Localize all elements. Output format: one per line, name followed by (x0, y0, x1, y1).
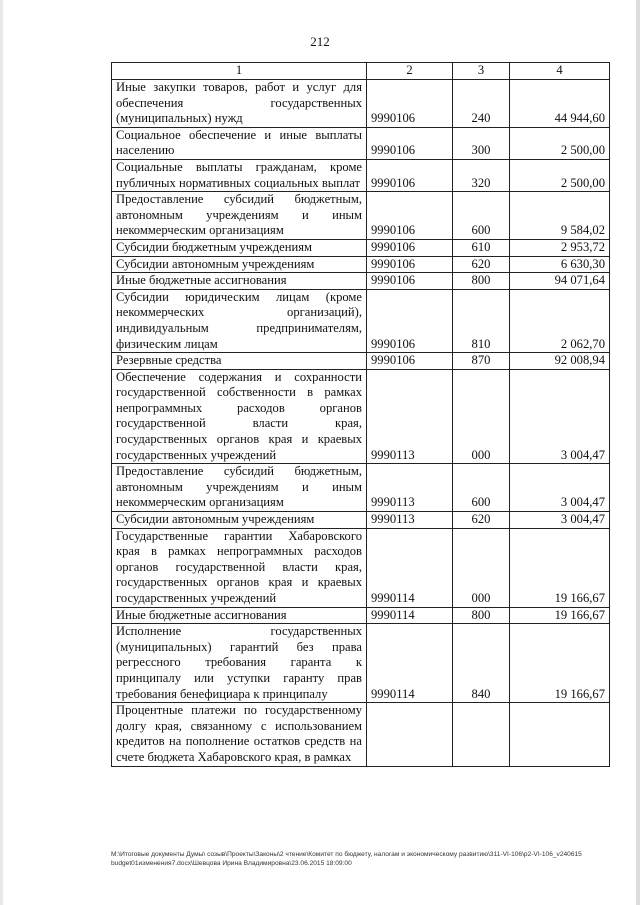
row-amount-cell: 2 062,70 (510, 289, 610, 352)
row-vr-cell: 600 (453, 192, 510, 240)
row-name-cell: Резервные средства (112, 353, 367, 370)
row-name-cell: Исполнение государственных (муниципальных) гарантий без права регрессного требования гаранта к принципалу или уступки гаранту прав требования бенефициара к принципалу (112, 624, 367, 703)
row-amount-cell: 44 944,60 (510, 80, 610, 128)
table-row (112, 353, 610, 370)
row-vr-cell (453, 703, 510, 766)
table-row (112, 464, 610, 512)
row-name-cell: Субсидии бюджетным учреждениям (112, 239, 367, 256)
page-number: 212 (310, 34, 330, 49)
row-vr-cell: 000 (453, 369, 510, 464)
table-row (112, 239, 610, 256)
row-amount-cell: 3 004,47 (510, 464, 610, 512)
row-code-cell: 9990106 (367, 273, 453, 290)
column-header-3: 3 (453, 63, 510, 80)
row-amount-cell: 92 008,94 (510, 353, 610, 370)
table-row (112, 256, 610, 273)
row-amount-cell: 94 071,64 (510, 273, 610, 290)
row-amount-cell: 3 004,47 (510, 512, 610, 529)
row-amount-cell: 19 166,67 (510, 624, 610, 703)
row-vr-cell: 620 (453, 256, 510, 273)
table-row (112, 273, 610, 290)
row-amount-cell: 19 166,67 (510, 607, 610, 624)
row-code-cell: 9990114 (367, 528, 453, 607)
row-vr-cell: 300 (453, 127, 510, 159)
column-header-1: 1 (112, 63, 367, 80)
table-row (112, 127, 610, 159)
row-name-cell: Государственные гарантии Хабаровского края в рамках непрограммных расходов органов государственной власти края, государственных органов края и краевых государственных учреждений (112, 528, 367, 607)
row-vr-cell: 610 (453, 239, 510, 256)
table-row (112, 703, 610, 766)
row-vr-cell: 800 (453, 607, 510, 624)
row-code-cell: 9990106 (367, 353, 453, 370)
table-row (112, 528, 610, 607)
row-name-cell: Субсидии автономным учреждениям (112, 512, 367, 529)
row-amount-cell: 9 584,02 (510, 192, 610, 240)
scan-edge-right (636, 0, 640, 905)
scan-edge-left (0, 0, 3, 905)
row-code-cell: 9990106 (367, 289, 453, 352)
row-name-cell: Субсидии юридическим лицам (кроме некоммерческих организаций), индивидуальным предпринимателям, физическим лицам (112, 289, 367, 352)
row-name-cell: Социальные выплаты гражданам, кроме публичных нормативных социальных выплат (112, 159, 367, 191)
table-row (112, 192, 610, 240)
row-code-cell: 9990114 (367, 624, 453, 703)
row-name-cell: Предоставление субсидий бюджетным, автономным учреждениям и иным некоммерческим организациям (112, 192, 367, 240)
document-footer-path: M:\Итоговые документы Думы\ созыв\Проекты\Законы\2 чтение\Комитет по бюджету, налогам и экономическому развитию\311-VI-106\p2-VI-106_v240615 budget01изменения7.docx\Шевцова Ирина Владимировна\23.06.2015 18:09:00 (111, 851, 582, 867)
row-vr-cell: 810 (453, 289, 510, 352)
row-amount-cell: 3 004,47 (510, 369, 610, 464)
table-row (112, 624, 610, 703)
column-header-2: 2 (367, 63, 453, 80)
table-row (112, 80, 610, 128)
row-code-cell: 9990106 (367, 159, 453, 191)
row-code-cell: 9990106 (367, 192, 453, 240)
row-amount-cell: 2 953,72 (510, 239, 610, 256)
table-row (112, 369, 610, 464)
table-row (112, 159, 610, 191)
row-amount-cell: 2 500,00 (510, 159, 610, 191)
budget-table-body (112, 63, 610, 767)
budget-table (111, 62, 610, 767)
row-name-cell: Процентные платежи по государственному долгу края, связанному с использованием кредитов на пополнение остатков средств на счете бюджета Хабаровского края, в рамках (112, 703, 367, 766)
table-row (112, 289, 610, 352)
row-amount-cell (510, 703, 610, 766)
row-name-cell: Субсидии автономным учреждениям (112, 256, 367, 273)
row-name-cell: Иные бюджетные ассигнования (112, 607, 367, 624)
row-amount-cell: 6 630,30 (510, 256, 610, 273)
row-name-cell: Иные закупки товаров, работ и услуг для обеспечения государственных (муниципальных) нужд (112, 80, 367, 128)
row-vr-cell: 620 (453, 512, 510, 529)
row-name-cell: Обеспечение содержания и сохранности государственной собственности в рамках непрограммных расходов органов государственной власти края, государственных органов края и краевых государственных учреждений (112, 369, 367, 464)
row-code-cell (367, 703, 453, 766)
row-code-cell: 9990113 (367, 512, 453, 529)
row-code-cell: 9990106 (367, 256, 453, 273)
table-row (112, 512, 610, 529)
row-name-cell: Иные бюджетные ассигнования (112, 273, 367, 290)
row-vr-cell: 600 (453, 464, 510, 512)
row-code-cell: 9990106 (367, 127, 453, 159)
row-vr-cell: 840 (453, 624, 510, 703)
row-vr-cell: 870 (453, 353, 510, 370)
table-row (112, 607, 610, 624)
row-name-cell: Социальное обеспечение и иные выплаты населению (112, 127, 367, 159)
row-vr-cell: 000 (453, 528, 510, 607)
row-code-cell: 9990106 (367, 80, 453, 128)
row-amount-cell: 2 500,00 (510, 127, 610, 159)
row-vr-cell: 800 (453, 273, 510, 290)
row-code-cell: 9990106 (367, 239, 453, 256)
row-vr-cell: 320 (453, 159, 510, 191)
row-code-cell: 9990113 (367, 464, 453, 512)
row-amount-cell: 19 166,67 (510, 528, 610, 607)
table-header-row (112, 63, 610, 80)
row-name-cell: Предоставление субсидий бюджетным, автономным учреждениям и иным некоммерческим организациям (112, 464, 367, 512)
row-vr-cell: 240 (453, 80, 510, 128)
row-code-cell: 9990114 (367, 607, 453, 624)
row-code-cell: 9990113 (367, 369, 453, 464)
column-header-4: 4 (510, 63, 610, 80)
